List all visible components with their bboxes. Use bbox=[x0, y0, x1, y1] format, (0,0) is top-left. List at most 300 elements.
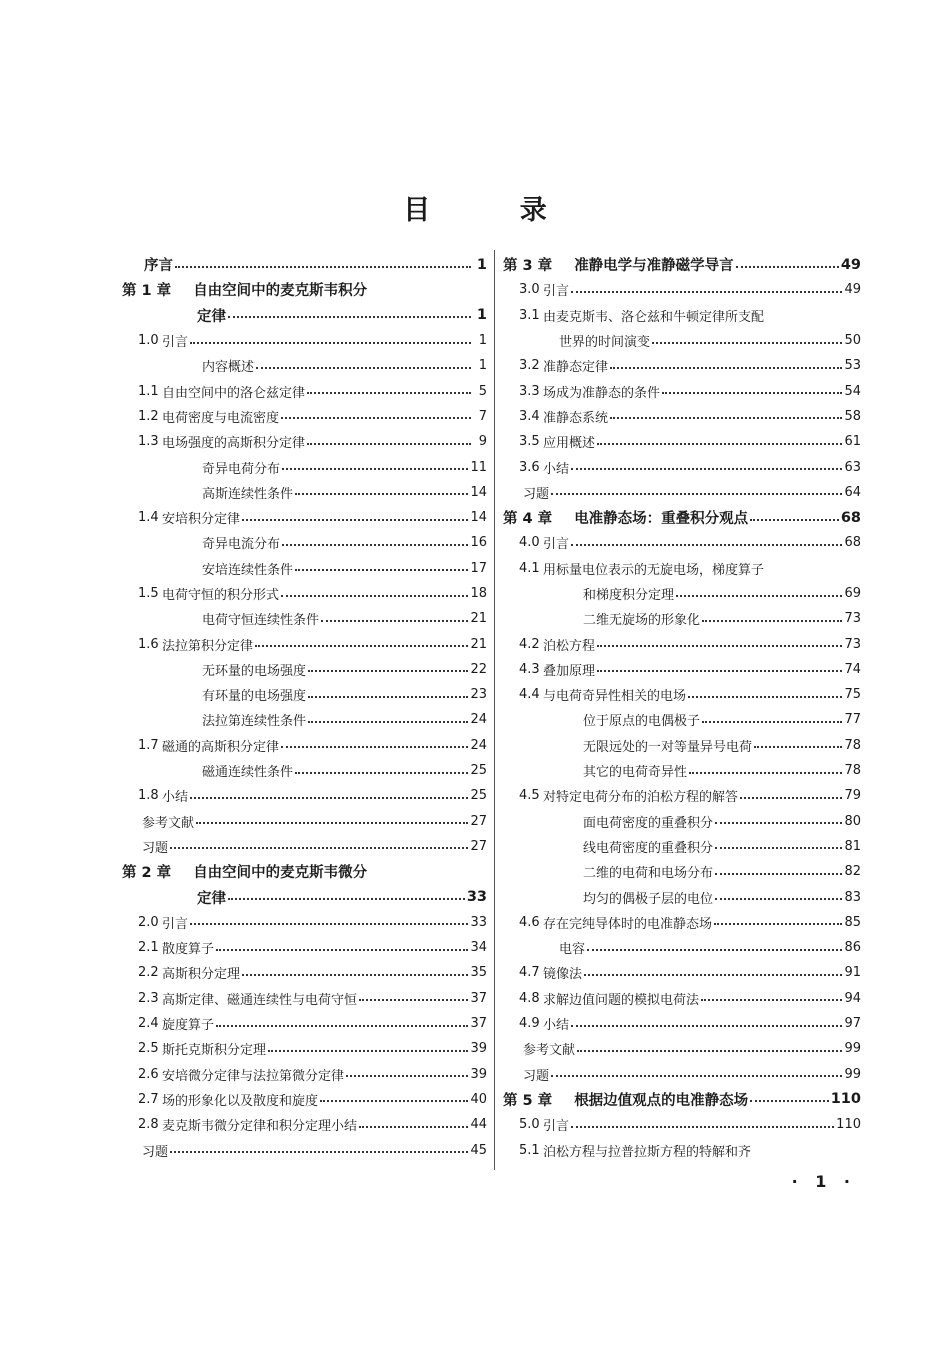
toc-entry-page: 17 bbox=[470, 560, 487, 576]
toc-entry[interactable] bbox=[122, 328, 487, 353]
toc-entry-page: 110 bbox=[830, 1091, 861, 1108]
toc-right-column bbox=[503, 252, 861, 1163]
toc-entry[interactable] bbox=[503, 809, 861, 834]
toc-entry-number: 1.2 bbox=[138, 408, 159, 424]
toc-entry-number: 4.2 bbox=[519, 636, 540, 652]
toc-entry-title: 安培积分定律 bbox=[162, 512, 241, 528]
dot-leader bbox=[255, 645, 468, 647]
toc-entry-title: 定律 bbox=[197, 308, 226, 325]
dot-leader bbox=[571, 468, 842, 470]
toc-entry-page: 78 bbox=[844, 763, 861, 779]
toc-entry-page: 24 bbox=[470, 737, 487, 753]
toc-entry[interactable] bbox=[503, 480, 861, 505]
toc-entry[interactable] bbox=[503, 910, 861, 935]
dot-leader bbox=[597, 670, 842, 672]
toc-entry[interactable] bbox=[503, 252, 861, 277]
dot-leader bbox=[714, 923, 842, 925]
dot-leader bbox=[750, 1100, 829, 1102]
toc-entry[interactable] bbox=[122, 733, 487, 758]
dot-leader bbox=[359, 1126, 468, 1128]
toc-entry-title: 磁通连续性条件 bbox=[202, 765, 294, 781]
toc-entry-number: 第 3 章 bbox=[503, 258, 553, 275]
toc-entry-page: 21 bbox=[470, 611, 487, 627]
toc-entry-title: 参考文献 bbox=[142, 815, 195, 831]
dot-leader bbox=[587, 949, 842, 951]
toc-entry-number: 4.8 bbox=[519, 990, 540, 1006]
toc-entry-number: 1.1 bbox=[138, 383, 159, 399]
toc-entry-page: 1 bbox=[478, 333, 487, 349]
column-divider bbox=[494, 250, 495, 1170]
toc-entry[interactable] bbox=[122, 1036, 487, 1061]
dot-leader bbox=[281, 417, 471, 419]
toc-entry[interactable] bbox=[503, 505, 861, 530]
toc-entry-number: 4.6 bbox=[519, 914, 540, 930]
toc-entry-title: 对特定电荷分布的泊松方程的解答 bbox=[543, 790, 739, 806]
toc-entry-number: 2.2 bbox=[138, 965, 159, 981]
toc-entry-number: 4.1 bbox=[519, 560, 540, 576]
dot-leader bbox=[597, 645, 842, 647]
toc-entry-title: 存在完纯导体时的电准静态场 bbox=[543, 916, 713, 932]
toc-entry-title: 序言 bbox=[144, 258, 173, 275]
toc-entry-page: 27 bbox=[470, 813, 487, 829]
toc-entry[interactable] bbox=[503, 1112, 861, 1137]
toc-entry-page: 75 bbox=[844, 687, 861, 703]
toc-entry-title: 电容 bbox=[559, 942, 586, 958]
toc-entry[interactable] bbox=[122, 277, 487, 302]
dot-leader bbox=[282, 468, 468, 470]
toc-entry-page: 25 bbox=[470, 763, 487, 779]
toc-entry[interactable] bbox=[122, 1011, 487, 1036]
dot-leader bbox=[715, 822, 842, 824]
toc-entry[interactable] bbox=[503, 758, 861, 783]
toc-entry-title: 由麦克斯韦、洛仑兹和牛顿定律所支配 bbox=[543, 309, 765, 325]
toc-entry-page: 49 bbox=[840, 256, 861, 273]
toc-entry-number: 4.3 bbox=[519, 661, 540, 677]
dot-leader bbox=[216, 949, 468, 951]
toc-entry-title: 自由空间中的麦克斯韦积分 bbox=[193, 283, 368, 300]
dot-leader bbox=[571, 1126, 834, 1128]
toc-entry[interactable] bbox=[503, 859, 861, 884]
dot-leader bbox=[190, 797, 468, 799]
toc-entry[interactable] bbox=[122, 834, 487, 859]
toc-entry-page: 97 bbox=[844, 1016, 861, 1032]
dot-leader bbox=[242, 974, 468, 976]
toc-entry-title: 奇异电流分布 bbox=[202, 537, 281, 553]
toc-entry-title: 泊松方程 bbox=[543, 638, 596, 654]
toc-entry[interactable] bbox=[503, 556, 861, 581]
toc-entry-title: 用标量电位表示的无旋电场，梯度算子 bbox=[543, 562, 765, 578]
toc-entry-number: 3.2 bbox=[519, 358, 540, 374]
toc-entry-number: 2.0 bbox=[138, 914, 159, 930]
dot-leader bbox=[571, 291, 842, 293]
dot-leader bbox=[308, 721, 468, 723]
toc-entry-title: 与电荷奇异性相关的电场 bbox=[543, 689, 687, 705]
toc-entry-title: 引言 bbox=[162, 335, 189, 351]
dot-leader bbox=[610, 417, 842, 419]
toc-entry-title: 引言 bbox=[543, 1119, 570, 1135]
toc-entry[interactable] bbox=[503, 328, 861, 353]
toc-entry-title: 和梯度积分定理 bbox=[583, 588, 675, 603]
toc-entry[interactable] bbox=[122, 631, 487, 656]
toc-entry-page: 68 bbox=[844, 535, 861, 551]
dot-leader bbox=[584, 974, 842, 976]
toc-entry[interactable] bbox=[122, 556, 487, 581]
toc-entry[interactable] bbox=[503, 404, 861, 429]
toc-entry-title: 小结 bbox=[543, 1018, 570, 1034]
toc-entry[interactable] bbox=[122, 429, 487, 454]
toc-entry[interactable] bbox=[122, 884, 487, 909]
toc-entry[interactable] bbox=[122, 859, 487, 884]
dot-leader bbox=[282, 544, 468, 546]
toc-entry-page: 110 bbox=[836, 1117, 861, 1133]
toc-entry[interactable] bbox=[122, 480, 487, 505]
dot-leader bbox=[359, 999, 468, 1001]
toc-entry-title: 无环量的电场强度 bbox=[202, 663, 307, 679]
dot-leader bbox=[740, 797, 842, 799]
dot-leader bbox=[676, 595, 842, 597]
dot-leader bbox=[281, 595, 468, 597]
toc-entry[interactable] bbox=[122, 303, 487, 328]
toc-entry[interactable] bbox=[122, 935, 487, 960]
toc-entry-number: 1.0 bbox=[138, 333, 159, 349]
toc-entry[interactable] bbox=[122, 960, 487, 985]
toc-entry-page: 73 bbox=[844, 611, 861, 627]
toc-entry-title: 安培连续性条件 bbox=[202, 562, 294, 578]
toc-entry-page: 94 bbox=[844, 990, 861, 1006]
toc-entry[interactable] bbox=[503, 353, 861, 378]
toc-entry-title: 安培微分定律与法拉第微分定律 bbox=[162, 1068, 345, 1084]
dot-leader bbox=[295, 493, 468, 495]
toc-entry-number: 1.7 bbox=[138, 737, 159, 753]
toc-entry-title: 准静态系统 bbox=[543, 410, 609, 426]
toc-entry-number: 第 5 章 bbox=[503, 1092, 553, 1109]
toc-entry-page: 23 bbox=[470, 687, 487, 703]
toc-entry[interactable] bbox=[122, 1062, 487, 1087]
toc-entry-number: 4.7 bbox=[519, 965, 540, 981]
dot-leader bbox=[242, 519, 468, 521]
dot-leader bbox=[228, 898, 465, 900]
toc-entry-page: 9 bbox=[478, 434, 487, 450]
toc-entry-number: 4.4 bbox=[519, 687, 540, 703]
toc-entry-title: 习题 bbox=[523, 486, 550, 502]
toc-entry-page: 39 bbox=[470, 1066, 487, 1082]
toc-entry[interactable] bbox=[503, 277, 861, 302]
dot-leader bbox=[346, 1075, 468, 1077]
toc-entry[interactable] bbox=[122, 252, 487, 277]
toc-entry[interactable] bbox=[503, 1011, 861, 1036]
toc-entry[interactable] bbox=[503, 986, 861, 1011]
toc-entry-number: 2.7 bbox=[138, 1091, 159, 1107]
toc-entry-number: 2.6 bbox=[138, 1066, 159, 1082]
dot-leader bbox=[320, 1100, 468, 1102]
dot-leader bbox=[715, 873, 842, 875]
toc-entry-page: 73 bbox=[844, 636, 861, 652]
toc-entry-title: 高斯连续性条件 bbox=[202, 486, 294, 502]
toc-entry-number: 1.6 bbox=[138, 636, 159, 652]
toc-entry[interactable] bbox=[503, 303, 861, 328]
dot-leader bbox=[736, 266, 839, 268]
dot-leader bbox=[577, 1050, 842, 1052]
toc-entry-title: 无限远处的一对等量异号电荷 bbox=[583, 739, 753, 755]
toc-entry-number: 2.1 bbox=[138, 940, 159, 956]
toc-entry-number: 第 1 章 bbox=[122, 283, 172, 300]
toc-entry-number: 2.3 bbox=[138, 990, 159, 1006]
toc-entry[interactable] bbox=[122, 378, 487, 403]
toc-entry-title: 电场强度的高斯积分定律 bbox=[162, 436, 306, 452]
toc-entry[interactable] bbox=[503, 960, 861, 985]
toc-entry-page: 16 bbox=[470, 535, 487, 551]
dot-leader bbox=[307, 392, 471, 394]
dot-leader bbox=[307, 443, 471, 445]
dot-leader bbox=[256, 367, 471, 369]
toc-entry-number: 5.1 bbox=[519, 1142, 540, 1158]
toc-entry-number: 3.4 bbox=[519, 408, 540, 424]
toc-entry[interactable] bbox=[122, 530, 487, 555]
toc-entry-title: 二维的电荷和电场分布 bbox=[583, 866, 714, 882]
toc-entry-number: 4.9 bbox=[519, 1016, 540, 1032]
toc-entry-number: 4.5 bbox=[519, 788, 540, 804]
toc-entry-number: 第 4 章 bbox=[503, 511, 553, 528]
dot-leader bbox=[715, 898, 842, 900]
toc-entry[interactable] bbox=[503, 682, 861, 707]
toc-entry-page: 81 bbox=[844, 838, 861, 854]
toc-entry[interactable] bbox=[122, 454, 487, 479]
toc-entry-title: 自由空间中的洛仑兹定律 bbox=[162, 385, 306, 401]
toc-entry[interactable] bbox=[503, 378, 861, 403]
toc-entry[interactable] bbox=[503, 707, 861, 732]
toc-entry-title: 应用概述 bbox=[543, 436, 596, 452]
toc-entry[interactable] bbox=[122, 404, 487, 429]
toc-entry-page: 40 bbox=[470, 1091, 487, 1107]
toc-entry-page: 45 bbox=[470, 1142, 487, 1158]
dot-leader bbox=[688, 696, 842, 698]
toc-entry[interactable] bbox=[503, 783, 861, 808]
toc-entry-title: 世界的时间演变 bbox=[559, 335, 651, 351]
toc-entry-title: 旋度算子 bbox=[162, 1018, 215, 1034]
toc-entry[interactable] bbox=[503, 429, 861, 454]
toc-entry-page: 61 bbox=[844, 434, 861, 450]
toc-entry[interactable] bbox=[503, 733, 861, 758]
toc-entry[interactable] bbox=[503, 454, 861, 479]
toc-entry-title: 泊松方程与拉普拉斯方程的特解和齐 bbox=[543, 1144, 752, 1160]
toc-entry-title: 二维无旋场的形象化 bbox=[583, 613, 701, 629]
toc-entry[interactable] bbox=[503, 657, 861, 682]
toc-entry-title: 习题 bbox=[142, 840, 169, 856]
toc-entry-title: 准静电学与准静磁学导言 bbox=[574, 258, 734, 275]
dot-leader bbox=[281, 746, 468, 748]
toc-entry-number: 1.8 bbox=[138, 788, 159, 804]
toc-entry-page: 18 bbox=[470, 586, 487, 601]
toc-entry-title: 镜像法 bbox=[543, 967, 583, 983]
toc-entry[interactable] bbox=[503, 1137, 861, 1162]
toc-entry-page: 14 bbox=[470, 484, 487, 500]
toc-entry-page: 33 bbox=[466, 889, 487, 906]
toc-entry-title: 散度算子 bbox=[162, 942, 215, 958]
toc-entry-title: 线电荷密度的重叠积分 bbox=[583, 840, 714, 856]
toc-entry[interactable] bbox=[122, 910, 487, 935]
toc-entry-page: 83 bbox=[844, 889, 861, 905]
toc-entry[interactable] bbox=[503, 1036, 861, 1061]
toc-entry[interactable] bbox=[122, 606, 487, 631]
toc-entry-number: 3.1 bbox=[519, 307, 540, 323]
toc-entry-title: 定律 bbox=[197, 890, 226, 907]
toc-entry-title: 准静态定律 bbox=[543, 360, 609, 376]
toc-entry-title: 位于原点的电偶极子 bbox=[583, 714, 701, 730]
toc-entry-title: 电准静态场：重叠积分观点 bbox=[574, 511, 749, 528]
dot-leader bbox=[754, 746, 842, 748]
dot-leader bbox=[295, 569, 468, 571]
toc-entry-title: 其它的电荷奇异性 bbox=[583, 765, 688, 781]
toc-entry-page: 69 bbox=[844, 586, 861, 601]
toc-entry[interactable] bbox=[503, 606, 861, 631]
toc-entry[interactable] bbox=[503, 1087, 861, 1112]
toc-entry[interactable] bbox=[122, 505, 487, 530]
toc-entry-page: 11 bbox=[470, 459, 487, 475]
toc-entry-number: 第 2 章 bbox=[122, 865, 172, 882]
toc-entry-page: 82 bbox=[844, 864, 861, 880]
toc-entry-number: 2.4 bbox=[138, 1016, 159, 1032]
dot-leader bbox=[702, 721, 842, 723]
toc-entry-page: 34 bbox=[470, 940, 487, 956]
toc-entry-number: 1.3 bbox=[138, 434, 159, 450]
toc-entry-number: 5.0 bbox=[519, 1117, 540, 1133]
toc-entry[interactable] bbox=[122, 707, 487, 732]
dot-leader bbox=[652, 342, 842, 344]
toc-entry-title: 麦克斯韦微分定律和积分定理小结 bbox=[162, 1119, 358, 1135]
toc-entry-page: 37 bbox=[470, 990, 487, 1006]
toc-entry-page: 7 bbox=[478, 408, 487, 424]
toc-entry-title: 斯托克斯积分定理 bbox=[162, 1043, 267, 1059]
toc-entry[interactable] bbox=[122, 986, 487, 1011]
toc-entry[interactable] bbox=[503, 530, 861, 555]
dot-leader bbox=[196, 822, 468, 824]
toc-entry-number: 1.4 bbox=[138, 510, 159, 526]
toc-entry-page: 58 bbox=[844, 408, 861, 424]
toc-entry-number: 3.5 bbox=[519, 434, 540, 450]
toc-entry-title: 习题 bbox=[142, 1144, 169, 1160]
dot-leader bbox=[702, 620, 842, 622]
toc-entry-page: 49 bbox=[844, 282, 861, 298]
toc-entry-number: 4.0 bbox=[519, 535, 540, 551]
toc-entry[interactable] bbox=[122, 1137, 487, 1162]
toc-entry[interactable] bbox=[122, 1087, 487, 1112]
toc-entry-page: 68 bbox=[840, 509, 861, 526]
toc-entry-title: 磁通的高斯积分定律 bbox=[162, 739, 280, 755]
dot-leader bbox=[571, 1025, 842, 1027]
toc-entry-page: 25 bbox=[470, 788, 487, 804]
toc-entry-page: 79 bbox=[844, 788, 861, 804]
dot-leader bbox=[228, 316, 471, 318]
dot-leader bbox=[571, 544, 842, 546]
dot-leader bbox=[597, 443, 842, 445]
dot-leader bbox=[321, 620, 468, 622]
toc-entry-title: 引言 bbox=[543, 537, 570, 553]
dot-leader bbox=[689, 772, 842, 774]
dot-leader bbox=[268, 1050, 468, 1052]
toc-entry-title: 内容概述 bbox=[202, 360, 255, 376]
toc-entry[interactable] bbox=[122, 758, 487, 783]
toc-entry[interactable] bbox=[122, 682, 487, 707]
dot-leader bbox=[551, 493, 842, 495]
toc-entry[interactable] bbox=[122, 581, 487, 606]
toc-entry-page: 78 bbox=[844, 737, 861, 753]
toc-entry-number: 3.0 bbox=[519, 282, 540, 298]
toc-entry[interactable] bbox=[122, 353, 487, 378]
toc-entry-number: 2.5 bbox=[138, 1041, 159, 1057]
toc-entry-title: 电荷密度与电流密度 bbox=[162, 410, 280, 426]
dot-leader bbox=[170, 847, 468, 849]
dot-leader bbox=[308, 696, 468, 698]
toc-entry-page: 1 bbox=[476, 307, 487, 324]
dot-leader bbox=[662, 392, 842, 394]
dot-leader bbox=[295, 772, 468, 774]
toc-entry-title: 法拉第连续性条件 bbox=[202, 714, 307, 730]
dot-leader bbox=[216, 1025, 468, 1027]
toc-entry-number: 3.3 bbox=[519, 383, 540, 399]
toc-left-column bbox=[122, 252, 487, 1163]
toc-entry[interactable] bbox=[122, 657, 487, 682]
toc-entry[interactable] bbox=[503, 581, 861, 606]
dot-leader bbox=[190, 923, 468, 925]
toc-entry[interactable] bbox=[122, 1112, 487, 1137]
toc-entry-page: 21 bbox=[470, 636, 487, 652]
dot-leader bbox=[175, 266, 471, 268]
page-title: 目 录 bbox=[403, 195, 587, 226]
toc-entry[interactable] bbox=[503, 935, 861, 960]
toc-entry-page: 99 bbox=[844, 1041, 861, 1057]
toc-entry-page: 63 bbox=[844, 459, 861, 475]
toc-entry-number: 3.6 bbox=[519, 459, 540, 475]
toc-entry[interactable] bbox=[122, 783, 487, 808]
toc-entry-page: 54 bbox=[844, 383, 861, 399]
toc-entry-number: 2.8 bbox=[138, 1117, 159, 1133]
toc-entry-title: 引言 bbox=[162, 916, 189, 932]
toc-entry-title: 叠加原理 bbox=[543, 663, 596, 679]
toc-entry-number: 1.5 bbox=[138, 586, 159, 601]
dot-leader bbox=[750, 519, 839, 521]
toc-entry-page: 37 bbox=[470, 1016, 487, 1032]
toc-entry-title: 高斯定律、磁通连续性与电荷守恒 bbox=[162, 992, 358, 1008]
toc-entry[interactable] bbox=[503, 884, 861, 909]
dot-leader bbox=[170, 1151, 468, 1153]
dot-leader bbox=[190, 342, 471, 344]
toc-entry-title: 引言 bbox=[543, 284, 570, 300]
toc-entry-title: 法拉第积分定律 bbox=[162, 638, 254, 654]
toc-entry[interactable] bbox=[122, 809, 487, 834]
toc-entry-page: 80 bbox=[844, 813, 861, 829]
toc-entry[interactable] bbox=[503, 834, 861, 859]
toc-entry-title: 小结 bbox=[162, 790, 189, 806]
toc-entry-title: 有环量的电场强度 bbox=[202, 689, 307, 705]
toc-entry-page: 44 bbox=[470, 1117, 487, 1133]
toc-entry[interactable] bbox=[503, 1062, 861, 1087]
toc-entry-title: 高斯积分定理 bbox=[162, 967, 241, 983]
toc-entry-title: 电荷守恒连续性条件 bbox=[202, 613, 320, 629]
toc-entry-page: 77 bbox=[844, 712, 861, 728]
toc-entry-title: 根据边值观点的电准静态场 bbox=[574, 1092, 749, 1109]
toc-entry-page: 1 bbox=[478, 358, 487, 374]
toc-entry-title: 求解边值问题的模拟电荷法 bbox=[543, 992, 700, 1008]
toc-entry-title: 习题 bbox=[523, 1068, 550, 1084]
page-number: · 1 · bbox=[791, 1172, 856, 1191]
toc-entry-title: 参考文献 bbox=[523, 1043, 576, 1059]
toc-entry-page: 74 bbox=[844, 661, 861, 677]
dot-leader bbox=[715, 847, 842, 849]
toc-entry-title: 奇异电荷分布 bbox=[202, 461, 281, 477]
toc-entry-page: 24 bbox=[470, 712, 487, 728]
toc-entry[interactable] bbox=[503, 631, 861, 656]
dot-leader bbox=[701, 999, 842, 1001]
